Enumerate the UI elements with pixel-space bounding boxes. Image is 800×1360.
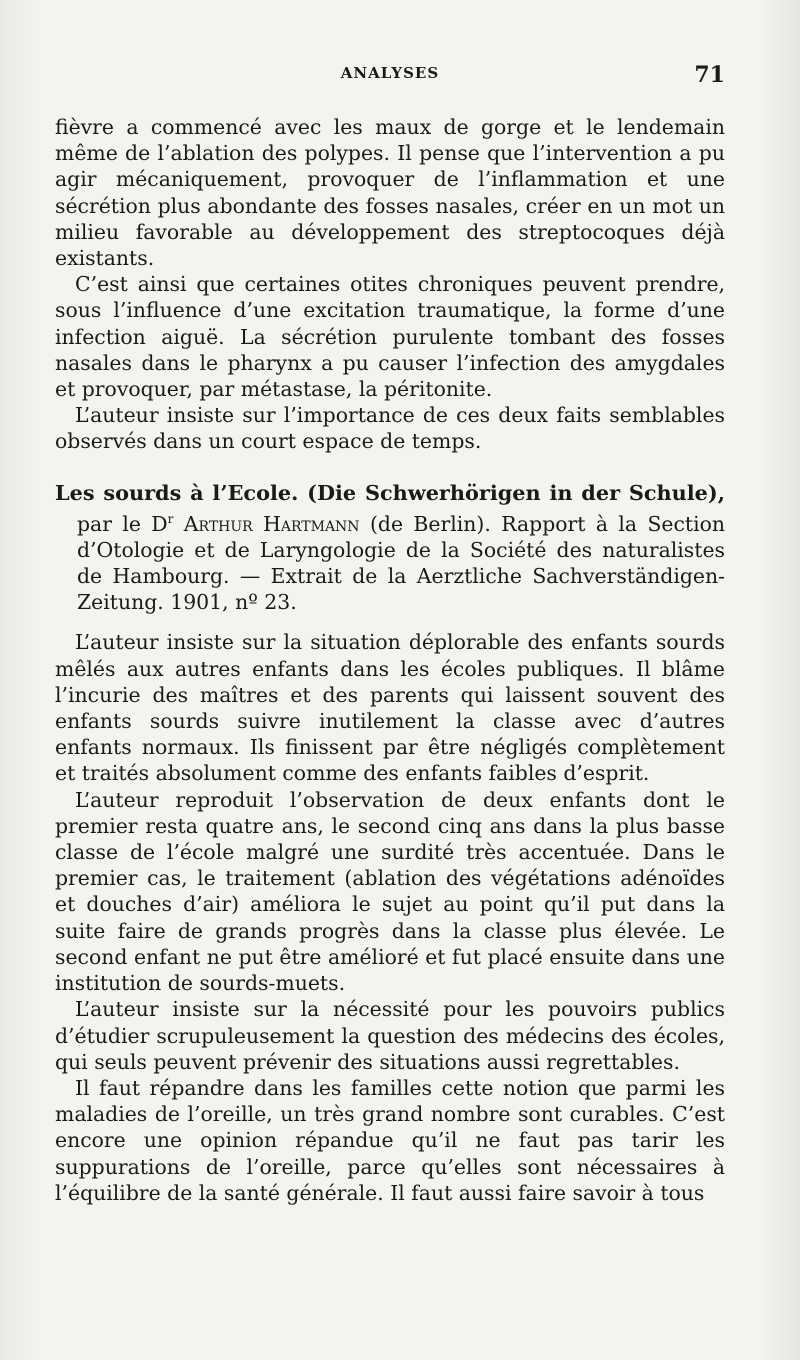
section-title: Les sourds à l’Ecole. (Die Schwerhörigen in der Schule),	[55, 479, 725, 505]
paragraph: L’auteur insiste sur la nécessité pour les pouvoirs publics d’étudier scrupuleusement la question des médecins des écoles, qui seuls peuvent prévenir des situations aussi regrettables.	[55, 997, 725, 1074]
author-name: Arthur Hartmann	[183, 511, 360, 536]
body-text	[55, 114, 725, 1206]
section-heading	[55, 480, 725, 616]
paragraph: L’auteur insiste sur la situation déplorable des enfants sourds mêlés aux autres enfants dans les écoles publiques. Il blâme l’incurie des maîtres et des parents qui laissent souvent des enfants sourds suivre inutilement la classe avec d’autres enfants normaux. Ils finissent par être négligés complètement et traités absolument comme des enfants faibles d’esprit.	[55, 630, 725, 786]
paragraph: L’auteur reproduit l’observation de deux enfants dont le premier resta quatre ans, le second cinq ans dans la plus basse classe de l’école malgré une surdité très accentuée. Dans le premier cas, le traitement (ablation des végétations adénoïdes et douches d’air) améliora le sujet au point qu’il put dans la suite faire de grands progrès dans la classe plus élevée. Le second enfant ne put être amélioré et fut placé ensuite dans une institution de sourds-muets.	[55, 787, 725, 996]
byline-sup: r	[167, 511, 174, 526]
paragraph: C’est ainsi que certaines otites chroniques peuvent prendre, sous l’influence d’une excitation traumatique, la forme d’une infection aiguë. La sécrétion purulente tombant des fosses nasales dans le pharynx a pu causer l’infection des amygdales et provoquer, par métastase, la péritonite.	[55, 272, 725, 402]
page-header	[55, 60, 725, 90]
paragraph: Il faut répandre dans les familles cette notion que parmi les maladies de l’oreille, un très grand nombre sont curables. C’est encore une opinion répandue qu’il ne faut pas tarir les suppurations de l’oreille, parce qu’elles sont nécessaires à l’équilibre de la santé générale. Il faut aussi faire savoir à tous	[55, 1075, 725, 1205]
running-head: ANALYSES	[340, 64, 440, 82]
page-number: 71	[694, 62, 725, 88]
paragraph: L’auteur insiste sur l’importance de ces deux faits semblables observés dans un court espace de temps.	[55, 403, 725, 454]
paragraph-continued: fièvre a commencé avec les maux de gorge et le lendemain même de l’ablation des polypes. Il pense que l’intervention a pu agir mécaniquement, provoquer de l’inflammation et une sécrétion plus abondante des fosses nasales, créer en un mot un milieu favorable au développement des streptocoques déjà existants.	[55, 115, 725, 271]
byline-prefix: par le D	[77, 511, 168, 536]
byline-rest: (de Berlin). Rapport à la Section d’Otologie et de Laryngologie de la Société des naturalistes de Hambourg. — Extrait de la Aerztliche Sachverständigen-Zeitung. 1901, nº 23.	[77, 511, 726, 615]
